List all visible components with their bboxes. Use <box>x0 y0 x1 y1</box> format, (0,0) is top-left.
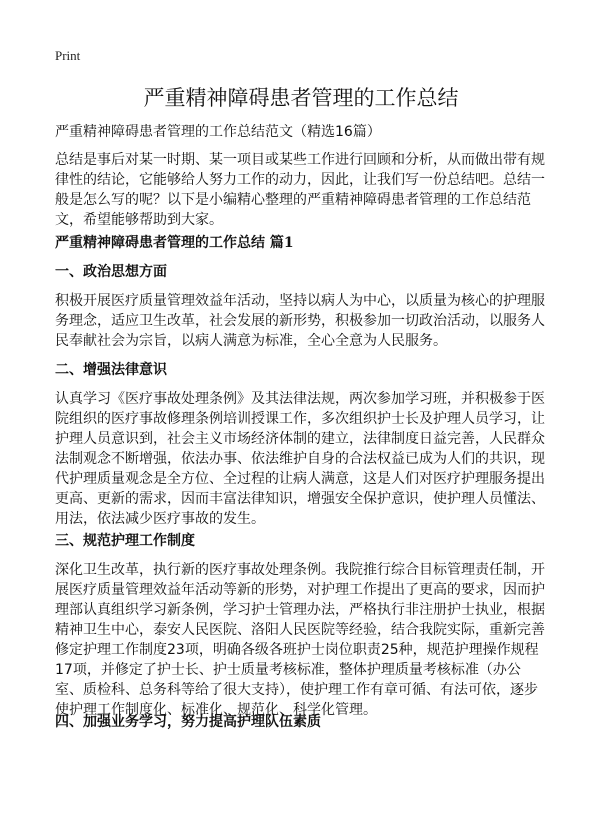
section-heading: 四、加强业务学习，努力提高护理队伍素质 <box>55 714 321 730</box>
section-heading: 一、政治思想方面 <box>55 264 167 280</box>
page-title: 严重精神障碍患者管理的工作总结 <box>143 86 459 110</box>
section-body: 深化卫生改革，执行新的医疗事故处理条例。我院推行综合目标管理责任制，开展医疗质量管理效益年活动等新的形势，对护理工作提出了更高的要求，因而护理部认真组织学习新条例，学习护士管理办法，严格执行非注册护士执业，根据精神卫生中心，泰安人民医院、洛阳人民医院等经验，结合我院实际，重新完善修定护理工作制度23项，明确各级各班护士岗位职责25种，规范护理操作规程17项，并修定了护士长、护士质量考核标准，整体护理质量考核标准（办公室、质检科、总务科等给了很大支持），使护理工作有章可循、有法可依，逐步使护理工作制度化、标准化、规范化、科学化管理。 <box>55 562 545 718</box>
intro-paragraph: 总结是事后对某一时期、某一项目或某些工作进行回顾和分析，从而做出带有规律性的结论，它能够给人努力工作的动力，因此，让我们写一份总结吧。总结一般是怎么写的呢？以下是小编精心整理的严重精神障碍患者管理的工作总结范文，希望能够帮助到大家。 <box>55 152 545 228</box>
document-subtitle: 严重精神障碍患者管理的工作总结范文（精选16篇） <box>55 124 381 140</box>
article-heading: 严重精神障碍患者管理的工作总结 篇1 <box>55 235 294 251</box>
print-link[interactable]: Print <box>55 48 81 63</box>
section-body: 认真学习《医疗事故处理条例》及其法律法规，两次参加学习班，并积极参于医院组织的医疗事故修理条例培训授课工作，多次组织护士长及护理人员学习，让护理人员意识到，社会主义市场经济体制的建立，法律制度日益完善，人民群众法制观念不断增强，依法办事、依法维护自身的合法权益已成为人们的共识，现代护理质量观念是全方位、全过程的让病人满意，这是人们对医疗护理服务提出更高、更新的需求，因而丰富法律知识，增强安全保护意识，使护理人员懂法、用法，依法减少医疗事故的发生。 <box>55 391 545 527</box>
section-body: 积极开展医疗质量管理效益年活动，坚持以病人为中心，以质量为核心的护理服务理念，适应卫生改革，社会发展的新形势，积极参加一切政治活动，以服务人民奉献社会为宗旨，以病人满意为标准，全心全意为人民服务。 <box>55 293 545 349</box>
section-heading: 二、增强法律意识 <box>55 362 167 378</box>
section-heading: 三、规范护理工作制度 <box>55 533 195 549</box>
